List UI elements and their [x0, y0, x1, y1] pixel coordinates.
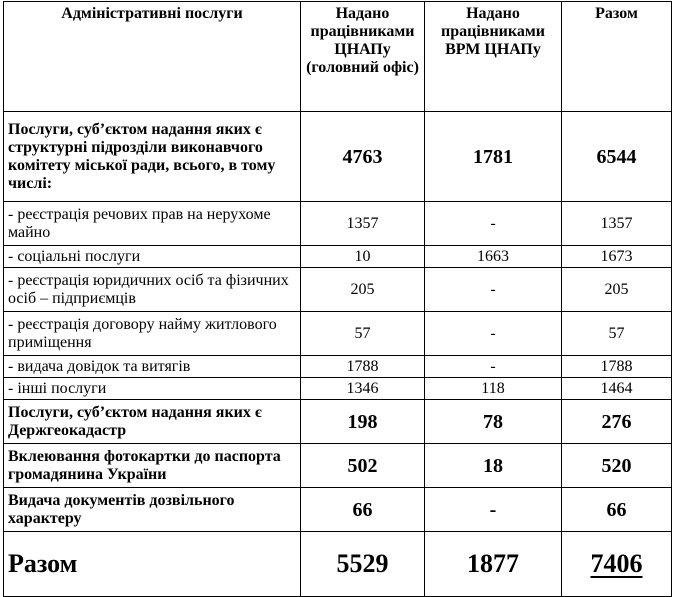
row-label: Послуги, суб’єктом надання яких є Держгеокадастр	[4, 400, 301, 444]
table-row	[4, 400, 672, 444]
grand-total-value: 7406	[590, 549, 643, 578]
grand-total-row	[4, 532, 672, 597]
row-label: Послуги, суб’єктом надання яких є структурні підрозділи виконавчого комітету міської ради, всього, в тому числі:	[4, 112, 301, 202]
grand-total-label: Разом	[4, 532, 301, 597]
header-vrm: Надано працівниками ВРМ ЦНАПу	[425, 2, 562, 112]
cell-main-office: 198	[301, 400, 425, 444]
cell-total: 276	[562, 400, 672, 444]
row-label: - реєстрація договору найму житлового приміщення	[4, 312, 301, 356]
table-header-row	[4, 2, 672, 112]
cell-vrm: 18	[425, 444, 562, 488]
cell-main-office: 1357	[301, 202, 425, 246]
table-row	[4, 312, 672, 356]
row-label: Вклеювання фотокартки до паспорта громадянина України	[4, 444, 301, 488]
cell-main-office: 502	[301, 444, 425, 488]
grand-total-main-office: 5529	[301, 532, 425, 597]
cell-vrm: -	[425, 488, 562, 532]
row-label: - реєстрація юридичних осіб та фізичних осіб – підприємців	[4, 268, 301, 312]
cell-total: 520	[562, 444, 672, 488]
header-main-office: Надано працівниками ЦНАПу (головний офіс)	[301, 2, 425, 112]
cell-main-office: 4763	[301, 112, 425, 202]
table-row	[4, 488, 672, 532]
cell-main-office: 205	[301, 268, 425, 312]
grand-total-vrm: 1877	[425, 532, 562, 597]
cell-vrm: 1781	[425, 112, 562, 202]
header-services: Адміністративні послуги	[4, 2, 301, 112]
cell-vrm: 1663	[425, 246, 562, 268]
table-row	[4, 268, 672, 312]
cell-total: 1464	[562, 378, 672, 400]
table-row	[4, 246, 672, 268]
cell-vrm: 118	[425, 378, 562, 400]
cell-main-office: 1346	[301, 378, 425, 400]
table-row	[4, 202, 672, 246]
cell-total: 1788	[562, 356, 672, 378]
cell-total: 6544	[562, 112, 672, 202]
row-label: - соціальні послуги	[4, 246, 301, 268]
cell-total: 1673	[562, 246, 672, 268]
cell-total: 1357	[562, 202, 672, 246]
table-row	[4, 112, 672, 202]
cell-main-office: 1788	[301, 356, 425, 378]
cell-main-office: 10	[301, 246, 425, 268]
cell-total: 205	[562, 268, 672, 312]
cell-vrm: 78	[425, 400, 562, 444]
cell-vrm: -	[425, 202, 562, 246]
row-label: - реєстрація речових прав на нерухоме майно	[4, 202, 301, 246]
grand-total-cell	[562, 532, 672, 597]
cell-main-office: 57	[301, 312, 425, 356]
table-row	[4, 378, 672, 400]
cell-total: 57	[562, 312, 672, 356]
table-row	[4, 356, 672, 378]
services-table	[3, 1, 672, 597]
cell-vrm: -	[425, 312, 562, 356]
table-row	[4, 444, 672, 488]
row-label: - видача довідок та витягів	[4, 356, 301, 378]
cell-main-office: 66	[301, 488, 425, 532]
cell-vrm: -	[425, 356, 562, 378]
cell-total: 66	[562, 488, 672, 532]
header-total: Разом	[562, 2, 672, 112]
row-label: Видача документів дозвільного характеру	[4, 488, 301, 532]
services-table-container	[3, 1, 672, 597]
cell-vrm: -	[425, 268, 562, 312]
row-label: - інші послуги	[4, 378, 301, 400]
